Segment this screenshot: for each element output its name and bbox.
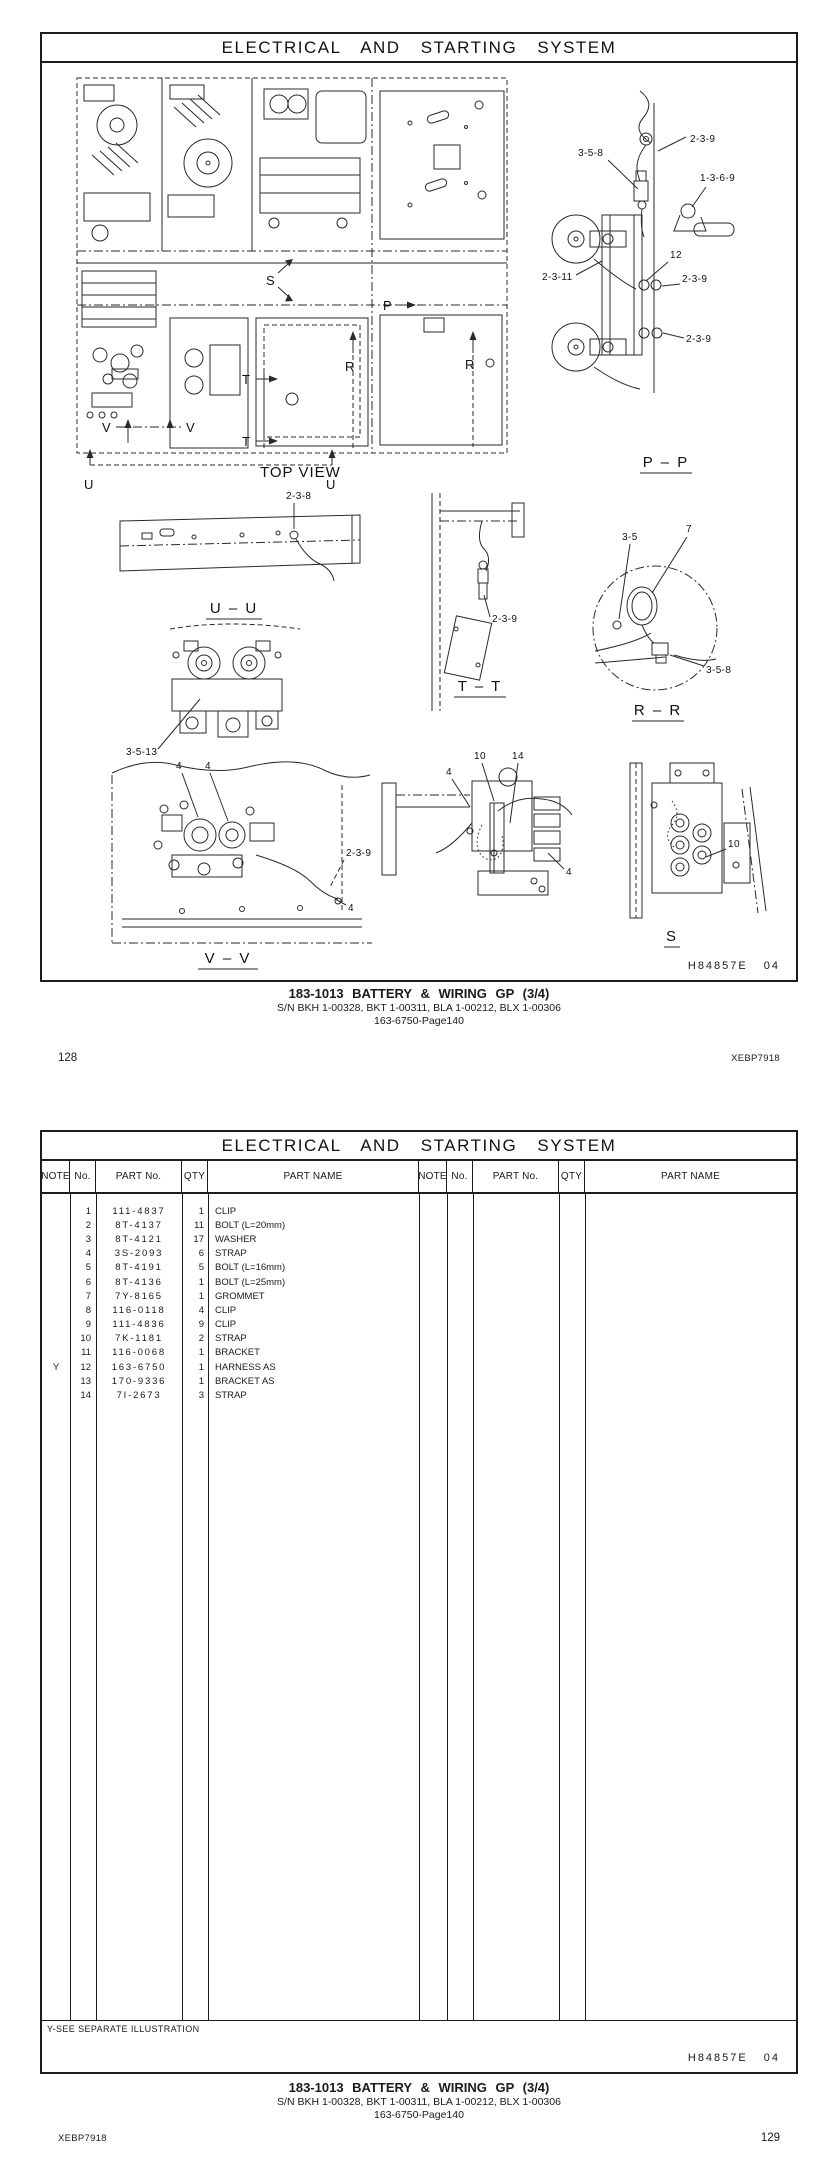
cell-qty: 1 xyxy=(198,1347,204,1359)
section-s-drawing xyxy=(630,763,766,947)
table-row xyxy=(42,1346,419,1360)
grid-line xyxy=(559,1192,560,2020)
callout-rr-7: 7 xyxy=(686,524,692,535)
cell-no: 3 xyxy=(85,1233,91,1245)
callout-tt-239: 2-3-9 xyxy=(492,614,518,625)
marker-u-right: U xyxy=(326,477,336,492)
callout-pp-239-bot: 2-3-9 xyxy=(686,334,712,345)
section-vv-drawing xyxy=(112,761,372,969)
cell-no: 2 xyxy=(85,1219,91,1231)
cell-no: 14 xyxy=(80,1390,91,1402)
cell-part-no: 8T-4136 xyxy=(115,1276,163,1288)
callout-mid-10: 10 xyxy=(474,751,486,762)
parts-list xyxy=(42,1204,419,1403)
callout-pp-1369: 1-3-6-9 xyxy=(700,173,736,184)
cell-part-name: STRAP xyxy=(215,1390,247,1402)
page-number: 128 xyxy=(58,1052,78,1064)
header-qty: QTY xyxy=(182,1161,208,1192)
page2-caption xyxy=(40,2080,798,2123)
cell-no: 7 xyxy=(85,1290,91,1302)
header-part-name-2: PART NAME xyxy=(660,1171,721,1182)
section-pp-drawing xyxy=(542,91,735,473)
cell-qty: 1 xyxy=(198,1276,204,1288)
grid-line xyxy=(473,1192,474,2020)
marker-t-bottom: T xyxy=(242,434,250,449)
drawing-ref-code: H84857E xyxy=(687,2052,748,2064)
cell-part-name: BOLT (L=16mm) xyxy=(215,1262,286,1274)
table-row xyxy=(42,1303,419,1317)
grid-line xyxy=(585,1192,586,2020)
cell-qty: 1 xyxy=(198,1375,204,1387)
marker-p: P xyxy=(383,298,392,313)
cell-part-name: WASHER xyxy=(215,1233,257,1245)
cell-qty: 17 xyxy=(193,1233,204,1245)
marker-r-right: R xyxy=(465,357,475,372)
doc-code: XEBP7918 xyxy=(731,1053,780,1064)
section-rr-drawing xyxy=(593,524,731,721)
top-view-label: TOP VIEW xyxy=(260,464,341,481)
cell-no: 10 xyxy=(80,1333,91,1345)
table-row xyxy=(42,1289,419,1303)
cell-part-name: BRACKET xyxy=(215,1347,260,1359)
cell-part-no: 8T-4137 xyxy=(115,1219,163,1231)
cell-part-no: 8T-4121 xyxy=(115,1233,163,1245)
section-uu-drawing xyxy=(120,491,360,619)
marker-u-left: U xyxy=(84,477,94,492)
cell-part-no: 116-0068 xyxy=(112,1347,166,1359)
section-tt-drawing xyxy=(432,493,524,711)
cell-qty: 6 xyxy=(198,1248,204,1260)
cell-no: 13 xyxy=(80,1375,91,1387)
page-number: 129 xyxy=(760,2132,780,2144)
callout-pp-239-mid: 2-3-9 xyxy=(682,274,708,285)
table-row xyxy=(42,1247,419,1261)
table-body xyxy=(42,1192,796,2020)
page1-caption xyxy=(40,986,798,1029)
section-vv-label: V – V xyxy=(204,950,252,967)
marker-t-top: T xyxy=(242,372,250,387)
marker-v-right: V xyxy=(186,420,195,435)
cell-no: 12 xyxy=(80,1361,91,1373)
cell-qty: 2 xyxy=(198,1333,204,1345)
caption-page-ref: 163-6750-Page140 xyxy=(374,2109,464,2122)
page1-diagram xyxy=(42,63,796,978)
cell-note: Y xyxy=(52,1361,60,1373)
cell-part-no: 7I-2673 xyxy=(116,1390,162,1402)
section-pp-label: P – P xyxy=(642,454,690,471)
header-note-2: NOTE xyxy=(419,1161,447,1192)
table-row xyxy=(42,1332,419,1346)
callout-rr-358: 3-5-8 xyxy=(706,665,732,676)
cell-part-no: 116-0118 xyxy=(112,1304,166,1316)
cell-part-name: CLIP xyxy=(215,1304,237,1316)
marker-r-left: R xyxy=(345,359,355,374)
page2-footer xyxy=(40,2132,798,2144)
cell-part-no: 111-4837 xyxy=(112,1205,166,1217)
section-tt-label: T – T xyxy=(457,678,503,695)
marker-s: S xyxy=(266,273,275,288)
cell-no: 1 xyxy=(85,1205,91,1217)
mid-bottom-drawing xyxy=(382,751,572,895)
callout-vv-4c: 4 xyxy=(348,903,354,914)
caption-page-ref: 163-6750-Page140 xyxy=(374,1015,464,1028)
cell-part-no: 3S-2093 xyxy=(114,1248,164,1260)
cell-part-no: 7Y-8165 xyxy=(115,1290,163,1302)
page1-footer xyxy=(40,1052,798,1064)
footnote-strip xyxy=(42,2020,796,2072)
cell-part-name: BOLT (L=25mm) xyxy=(215,1276,286,1288)
caption-title: 183-1013 BATTERY & WIRING GP (3/4) xyxy=(288,986,550,1001)
cell-part-no: 7K-1181 xyxy=(115,1333,163,1345)
caption-title: 183-1013 BATTERY & WIRING GP (3/4) xyxy=(288,2080,550,2095)
callout-vv-4b: 4 xyxy=(205,761,211,772)
valve-assembly-drawing xyxy=(126,624,300,758)
header-no: No. xyxy=(70,1161,96,1192)
cell-part-name: STRAP xyxy=(215,1333,247,1345)
callout-pp-12: 12 xyxy=(670,250,682,261)
cell-part-name: GROMMET xyxy=(215,1290,265,1302)
callout-valve-3513: 3-5-13 xyxy=(126,747,158,758)
header-part-name: PART NAME xyxy=(208,1161,419,1192)
table-header xyxy=(42,1161,796,1194)
table-row xyxy=(42,1204,419,1218)
callout-pp-239-top: 2-3-9 xyxy=(690,134,716,145)
callout-uu-238: 2-3-8 xyxy=(286,491,312,502)
table-row xyxy=(42,1360,419,1374)
cell-part-no: 111-4836 xyxy=(112,1319,166,1331)
cell-qty: 11 xyxy=(194,1219,204,1231)
drawing-reference xyxy=(688,2052,780,2064)
grid-line xyxy=(447,1192,448,2020)
cell-part-no: 170-9336 xyxy=(111,1375,167,1387)
callout-mid-4: 4 xyxy=(446,767,452,778)
cell-no: 4 xyxy=(85,1248,91,1260)
header-part-no: PART No. xyxy=(96,1161,182,1192)
section-s-label: S xyxy=(665,928,679,945)
header-no-2: No. xyxy=(447,1161,473,1192)
table-row xyxy=(42,1318,419,1332)
cell-part-no: 8T-4191 xyxy=(115,1262,163,1274)
cell-qty: 1 xyxy=(198,1290,204,1302)
drawing-rev: 04 xyxy=(763,2052,780,2064)
catalog-page-129 xyxy=(40,1130,798,2074)
cell-no: 5 xyxy=(85,1262,91,1274)
callout-s-10: 10 xyxy=(728,839,740,850)
cell-part-name: CLIP xyxy=(215,1205,237,1217)
callout-vv-4a: 4 xyxy=(176,761,182,772)
cell-qty: 5 xyxy=(198,1262,204,1274)
callout-mid-4b: 4 xyxy=(566,867,572,878)
cell-no: 6 xyxy=(85,1276,91,1288)
cell-part-name: BRACKET AS xyxy=(215,1375,275,1387)
cell-part-name: CLIP xyxy=(215,1319,237,1331)
drawing-reference xyxy=(688,960,780,972)
header-part-no-2: PART No. xyxy=(473,1161,559,1192)
drawing-rev: 04 xyxy=(763,960,780,972)
section-uu-label: U – U xyxy=(209,600,259,617)
catalog-page-128 xyxy=(40,32,798,982)
callout-pp-358: 3-5-8 xyxy=(578,148,604,159)
callout-mid-14: 14 xyxy=(512,751,524,762)
cell-qty: 9 xyxy=(198,1319,204,1331)
cell-part-no: 163-6750 xyxy=(111,1361,167,1373)
cell-part-name: BOLT (L=20mm) xyxy=(215,1219,286,1231)
table-row xyxy=(42,1261,419,1275)
drawing-ref-code: H84857E xyxy=(687,960,748,972)
cell-qty: 1 xyxy=(198,1205,204,1217)
cell-no: 11 xyxy=(81,1347,91,1359)
header-qty-2: QTY xyxy=(559,1161,585,1192)
cell-part-name: HARNESS AS xyxy=(215,1361,276,1373)
table-row xyxy=(42,1275,419,1289)
cell-no: 9 xyxy=(85,1319,91,1331)
section-rr-label: R – R xyxy=(633,702,683,719)
cell-part-name: STRAP xyxy=(215,1248,247,1260)
header-note: NOTE xyxy=(42,1161,70,1192)
caption-serial-numbers: S/N BKH 1-00328, BKT 1-00311, BLA 1-00212, BLX 1-00306 xyxy=(277,1002,561,1015)
callout-vv-239: 2-3-9 xyxy=(346,848,372,859)
table-row xyxy=(42,1374,419,1388)
callout-rr-35: 3-5 xyxy=(622,532,638,543)
marker-v-left: V xyxy=(102,420,111,435)
cell-qty: 4 xyxy=(198,1304,204,1316)
top-view-drawing xyxy=(77,78,507,492)
table-row xyxy=(42,1388,419,1402)
page-title: ELECTRICAL AND STARTING SYSTEM xyxy=(42,34,796,63)
table-row xyxy=(42,1218,419,1232)
grid-line xyxy=(419,1192,420,2020)
page-title: ELECTRICAL AND STARTING SYSTEM xyxy=(42,1132,796,1161)
doc-code: XEBP7918 xyxy=(58,2133,107,2144)
cell-no: 8 xyxy=(85,1304,91,1316)
cell-qty: 1 xyxy=(198,1361,204,1373)
caption-serial-numbers: S/N BKH 1-00328, BKT 1-00311, BLA 1-00212, BLX 1-00306 xyxy=(277,2096,561,2109)
table-row xyxy=(42,1232,419,1246)
callout-pp-2311: 2-3-11 xyxy=(542,272,573,283)
footnote-text: Y-SEE SEPARATE ILLUSTRATION xyxy=(47,2024,200,2034)
cell-qty: 3 xyxy=(198,1390,204,1402)
